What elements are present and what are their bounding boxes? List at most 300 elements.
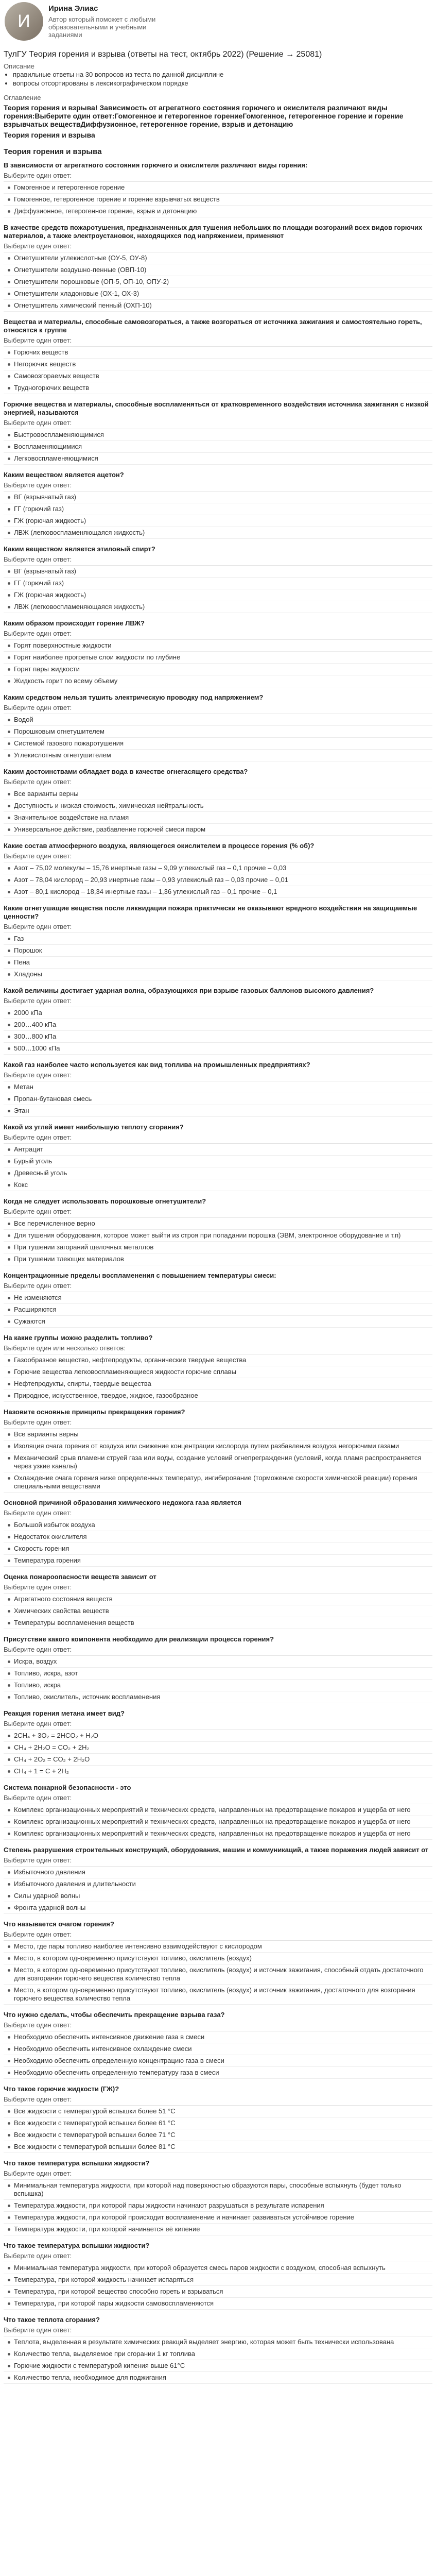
bullet-icon	[8, 1871, 10, 1874]
answer-option	[4, 2286, 432, 2298]
answer-text: Температура, при которой пары жидкости самовоспламеняются	[14, 2299, 214, 2307]
question-block	[4, 768, 432, 836]
answer-list	[4, 252, 432, 312]
answer-text: Все варианты верны	[14, 790, 79, 798]
question-block	[4, 545, 432, 613]
bullet-icon	[8, 1684, 10, 1687]
bullet-icon	[8, 1833, 10, 1835]
question-block	[4, 842, 432, 898]
bullet-icon	[8, 1445, 10, 1448]
answer-option	[4, 1292, 432, 1304]
answer-option	[4, 441, 432, 453]
answer-text: Кокс	[14, 1181, 28, 1189]
answer-option	[4, 2141, 432, 2153]
answer-option	[4, 1953, 432, 1964]
question-title: Каким образом происходит горение ЛВЖ?	[4, 619, 145, 627]
answer-instruction: Выберите один ответ:	[4, 419, 72, 427]
question-title: Горючие вещества и материалы, способные воспламеняться от кратковременного воздействия источника зажигания с низкой энергией, называются	[4, 400, 429, 416]
question-block	[4, 987, 432, 1055]
bullet-icon	[8, 1110, 10, 1112]
bullet-icon	[8, 742, 10, 745]
answer-option	[4, 1985, 432, 2005]
question-title: Концентрационные пределы воспламенения с повышением температуры смеси:	[4, 1272, 276, 1279]
bullet-icon	[8, 1548, 10, 1550]
bullet-icon	[8, 1184, 10, 1187]
answer-text: Место, в котором одновременно присутствуют топливо, окислитель (воздух)	[14, 1954, 252, 1962]
page-title: ТулГУ Теория горения и взрыва (ответы на тест, октябрь 2022) (Решение → 25081)	[4, 50, 322, 59]
answer-list	[4, 1804, 432, 1840]
bullet-icon	[8, 1012, 10, 1014]
answer-option	[4, 2200, 432, 2212]
answer-option	[4, 2055, 432, 2067]
answer-text: Газообразное вещество, нефтепродукты, органические твердые вещества	[14, 1356, 247, 1364]
answer-text: Углекислотным огнетушителем	[14, 751, 111, 759]
answer-instruction: Выберите один ответ:	[4, 1583, 72, 1591]
answer-text: 2CH₄ + 3O₂ = 2HCO₂ + H₂O	[14, 1732, 98, 1739]
answer-option	[4, 1316, 432, 1328]
answer-option	[4, 1828, 432, 1840]
bullet-icon	[8, 1098, 10, 1100]
question-block	[4, 318, 432, 394]
answer-text: ЛВЖ (легковоспламеняющаяся жидкость)	[14, 529, 145, 536]
answer-text: Быстровоспламеняющимися	[14, 431, 104, 438]
answer-option	[4, 886, 432, 898]
bullet-icon	[8, 2184, 10, 2187]
answer-option	[4, 1605, 432, 1617]
answer-text: Охлаждение очага горения ниже определенных температур, ингибирование (торможение скорости химической реакции) горения специальными веществами	[14, 1474, 417, 1490]
answer-text: Горят поверхностные жидкости	[14, 641, 112, 649]
description-item: • вопросы отсортированы в лексикографическом порядке	[13, 79, 432, 88]
answer-list	[4, 491, 432, 539]
answer-instruction: Выберите один ответ:	[4, 704, 72, 711]
answer-text: Для тушения оборудования, которое может выйти из строя при попадании порошка (ЭВМ, электронное оборудование и т.п)	[14, 1231, 401, 1239]
avatar[interactable]: И	[5, 2, 43, 41]
answer-option	[4, 2117, 432, 2129]
answer-option	[4, 2298, 432, 2310]
bullet-icon	[8, 457, 10, 460]
answer-option	[4, 738, 432, 750]
bullet-icon	[8, 2377, 10, 2379]
answer-option	[4, 359, 432, 370]
answer-text: Диффузионное, гетерогенное горение, взрыв и детонацию	[14, 207, 197, 215]
answer-text: Избыточного давления	[14, 1868, 85, 1876]
bullet-icon	[8, 532, 10, 534]
question-title: Когда не следует использовать порошковые огнетушители?	[4, 1197, 206, 1205]
answer-option	[4, 1144, 432, 1156]
answer-text: Горючие жидкости с температурой кипения выше 61°С	[14, 2362, 185, 2369]
bullet-icon	[8, 1223, 10, 1225]
question-block	[4, 1123, 432, 1191]
answer-text: Теплота, выделенная в результате химических реакций выделяет энергию, которая может быть технически использована	[14, 2338, 394, 2346]
bullet-icon	[8, 210, 10, 213]
author-name[interactable]: Ирина Элиас	[48, 4, 98, 13]
answer-text: Комплекс организационных мероприятий и технических средств, направленных на предотвращение пожаров и ущерба от него	[14, 1818, 411, 1825]
bullet-icon	[8, 1371, 10, 1374]
bullet-icon	[8, 1895, 10, 1897]
bullet-icon	[8, 2353, 10, 2355]
answer-text: CH₄ + 1 = C + 2H₂	[14, 1767, 69, 1775]
answer-option	[4, 1867, 432, 1878]
answer-option	[4, 1594, 432, 1605]
bullet-icon	[8, 950, 10, 952]
bullet-icon	[8, 2279, 10, 2281]
answer-list	[4, 1519, 432, 1567]
question-title: Что такое теплота сгорания?	[4, 2316, 100, 2324]
bullet-icon	[8, 879, 10, 882]
bullet-icon	[8, 1989, 10, 1992]
bullet-icon	[8, 304, 10, 307]
answer-instruction: Выберите один ответ:	[4, 242, 72, 250]
answer-option	[4, 1378, 432, 1390]
bullet-icon	[8, 2302, 10, 2305]
answer-text: Фронта ударной волны	[14, 1904, 86, 1911]
answer-text: Химических свойства веществ	[14, 1607, 109, 1615]
bullet-icon	[8, 656, 10, 659]
bullet-icon	[8, 1036, 10, 1038]
answer-option	[4, 1230, 432, 1242]
answer-option	[4, 2372, 432, 2384]
answer-option	[4, 812, 432, 824]
bullet-icon	[8, 187, 10, 189]
answer-list	[4, 2336, 432, 2384]
answer-option	[4, 1007, 432, 1019]
answer-text: Азот – 78,04 кислород – 20,93 инертные газы – 0,93 углекислый газ – 0,03 прочие – 0,01	[14, 876, 289, 884]
answer-option	[4, 1304, 432, 1316]
question-title: Какой из углей имеет наибольшую теплоту сгорания?	[4, 1123, 184, 1131]
question-title: Реакция горения метана имеет вид?	[4, 1709, 125, 1717]
bullet-icon	[8, 1883, 10, 1886]
bullet-icon	[8, 1747, 10, 1749]
answer-text: Горючих веществ	[14, 348, 68, 356]
question-block	[4, 1408, 432, 1493]
answer-option	[4, 714, 432, 726]
answer-instruction: Выберите один ответ:	[4, 630, 72, 637]
answer-text: При тушении загораний щелочных металлов	[14, 1243, 154, 1251]
answer-option	[4, 2031, 432, 2043]
answer-text: Все перечисленное верно	[14, 1219, 95, 1227]
question-block	[4, 2011, 432, 2079]
answer-text: Трудногорючих веществ	[14, 384, 90, 392]
bullet-icon	[8, 1907, 10, 1909]
answer-instruction: Выберите один ответ:	[4, 1418, 72, 1426]
answer-text: Этан	[14, 1107, 29, 1114]
answer-option	[4, 578, 432, 589]
answer-text: Механический срыв пламени струей газа или воды, создание условий огнепреграждения (условий, когда пламя распространяется через узкие каналы)	[14, 1454, 422, 1470]
bullet-icon	[8, 1660, 10, 1663]
question-title: Вещества и материалы, способные самовозгораться, а также возгораться от источника зажигания и самостоятельно гореть, относятся к группе	[4, 318, 422, 334]
toc-link-section[interactable]: Теория горения и взрыва	[4, 131, 95, 139]
question-block	[4, 1920, 432, 2005]
answer-option	[4, 1680, 432, 1691]
question-title: Какие состав атмосферного воздуха, являющегося окислителем в процессе горения (% об)?	[4, 842, 315, 850]
answer-text: ВГ (взрывчатый газ)	[14, 567, 76, 575]
question-title: Присутствие какого компонента необходимо для реализации процесса горения?	[4, 1635, 274, 1643]
answer-text: Самовозгораемых веществ	[14, 372, 99, 380]
bullet-icon	[8, 606, 10, 608]
answer-option	[4, 276, 432, 288]
answer-text: CH₄ + 2O₂ = CO₂ + 2H₂O	[14, 1755, 90, 1763]
answer-option	[4, 750, 432, 761]
answer-option	[4, 1242, 432, 1253]
answer-text: Сужаются	[14, 1317, 45, 1325]
answer-list	[4, 1940, 432, 2005]
answer-list	[4, 346, 432, 394]
answer-text: Нефтепродукты, спирты, твердые вещества	[14, 1380, 151, 1387]
answer-option	[4, 1519, 432, 1531]
question-block	[4, 1499, 432, 1567]
answer-text: Значительное воздействие на пламя	[14, 814, 129, 821]
answer-instruction: Выберите один ответ:	[4, 172, 72, 179]
answer-text: Количество тепла, необходимое для поджигания	[14, 2374, 166, 2381]
bullet-icon	[8, 754, 10, 757]
answer-text: ГЖ (горючая жидкость)	[14, 517, 86, 524]
bullet-icon	[8, 570, 10, 573]
answer-list	[4, 2031, 432, 2079]
bullet-icon	[8, 2341, 10, 2344]
bullet-icon	[8, 582, 10, 585]
answer-option	[4, 601, 432, 613]
answer-text: Недостаток окислителя	[14, 1533, 87, 1540]
bullet-icon	[8, 351, 10, 354]
answer-option	[4, 2224, 432, 2235]
answer-option	[4, 453, 432, 465]
answer-option	[4, 652, 432, 664]
bullet-icon	[8, 1945, 10, 1948]
answer-text: Агрегатного состояния веществ	[14, 1595, 113, 1603]
answer-text: 2000 кПа	[14, 1009, 42, 1016]
bullet-icon	[8, 1696, 10, 1699]
answer-text: Минимальная температура жидкости, при которой над поверхностью образуются пары, способные вспыхнуть (будет только вспышка)	[14, 2181, 402, 2197]
answer-text: Необходимо обеспечить определенную температуру газа в смеси	[14, 2069, 219, 2076]
answer-text: Огнетушители порошковые (ОП-5, ОП-10, ОПУ-2)	[14, 278, 169, 285]
answer-text: Огнетушители углекислотные (ОУ-5, ОУ-8)	[14, 254, 147, 262]
answer-list	[4, 1217, 432, 1265]
bullet-icon	[8, 257, 10, 260]
answer-text: Температура жидкости, при которой начинается её кипение	[14, 2225, 200, 2233]
bullet-icon	[8, 1610, 10, 1613]
answer-option	[4, 874, 432, 886]
question-title: Оценка пожароопасности веществ зависит от	[4, 1573, 156, 1581]
answer-option	[4, 800, 432, 812]
answer-option	[4, 1668, 432, 1680]
question-block	[4, 224, 432, 312]
answer-text: Не изменяются	[14, 1294, 62, 1301]
bullet-icon	[8, 446, 10, 448]
bullet-icon	[8, 1770, 10, 1773]
description-heading: Описание	[4, 62, 34, 70]
answer-list	[4, 1292, 432, 1328]
bullet-icon	[8, 496, 10, 499]
answer-option	[4, 2348, 432, 2360]
answer-text: При тушении тлеющих материалов	[14, 1255, 124, 1263]
bullet-icon	[8, 2146, 10, 2148]
answer-text: Комплекс организационных мероприятий и технических средств, направленных на предотвращение пожаров и ущерба от него	[14, 1806, 411, 1814]
answer-list	[4, 1081, 432, 1117]
answer-text: Огнетушитель химический пенный (ОХП-10)	[14, 301, 152, 309]
answer-text: Легковоспламеняющимися	[14, 454, 98, 462]
answer-option	[4, 1941, 432, 1953]
answer-text: ГЖ (горючая жидкость)	[14, 591, 86, 599]
answer-option	[4, 2212, 432, 2224]
answer-instruction: Выберите один ответ:	[4, 481, 72, 489]
question-title: Что такое температура вспышки жидкости?	[4, 2242, 150, 2249]
answer-text: Минимальная температура жидкости, при которой образуется смесь паров жидкости с воздухом, способная вспыхнуть	[14, 2264, 386, 2272]
answer-instruction: Выберите один ответ:	[4, 997, 72, 1005]
question-title: Какой газ наиболее часто используется как вид топлива на промышленных предприятиях?	[4, 1061, 310, 1069]
answer-instruction: Выберите один ответ:	[4, 1208, 72, 1215]
bullet-icon	[8, 387, 10, 389]
answer-text: Пена	[14, 958, 30, 966]
answer-text: Температура жидкости, при которой происходит воспламенение и начинает развиваться устойчивое горение	[14, 2213, 355, 2221]
answer-option	[4, 1543, 432, 1555]
answer-text: Изоляция очага горения от воздуха или снижение концентрации кислорода путем разбавления воздуха негорючими газами	[14, 1442, 399, 1450]
bullet-icon	[8, 1536, 10, 1538]
question-block	[4, 1846, 432, 1914]
answer-instruction: Выберите один ответ:	[4, 2095, 72, 2103]
bullet-icon	[8, 2267, 10, 2269]
answer-option	[4, 347, 432, 359]
toc-heading: Оглавление	[4, 94, 41, 101]
answer-list	[4, 181, 432, 217]
answer-option	[4, 503, 432, 515]
answer-text: Метан	[14, 1083, 33, 1091]
answer-option	[4, 182, 432, 194]
answer-option	[4, 429, 432, 441]
answer-text: Огнетушители хладоновые (ОХ-1, ОХ-3)	[14, 290, 139, 297]
bullet-icon	[8, 1560, 10, 1562]
bullet-icon	[8, 938, 10, 940]
answer-text: Силы ударной волны	[14, 1892, 80, 1900]
bullet-icon	[8, 1383, 10, 1385]
bullet-icon	[8, 1395, 10, 1397]
answer-instruction: Выберите один ответ:	[4, 1509, 72, 1517]
answer-option	[4, 264, 432, 276]
answer-instruction: Выберите один ответ:	[4, 2326, 72, 2334]
answer-text: Необходимо обеспечить интенсивное охлаждение смеси	[14, 2045, 192, 2053]
answer-text: Температура, при которой вещество способно гореть и взрываться	[14, 2287, 223, 2295]
answer-text: Все жидкости с температурой вспышки более 81 °С	[14, 2143, 176, 2150]
question-title: Каким веществом является этиловый спирт?	[4, 545, 155, 553]
answer-instruction: Выберите один ответ:	[4, 1133, 72, 1141]
answer-option	[4, 2106, 432, 2117]
answer-option	[4, 515, 432, 527]
answer-instruction: Выберите один ответ:	[4, 1071, 72, 1079]
bullet-icon	[8, 1320, 10, 1323]
answer-instruction: Выберите один ответ:	[4, 1282, 72, 1290]
answer-text: Температура горения	[14, 1556, 81, 1564]
bullet-icon	[8, 680, 10, 683]
answer-option	[4, 1019, 432, 1031]
question-title: Что нужно сделать, чтобы обеспечить прекращение взрыва газа?	[4, 2011, 225, 2019]
answer-option	[4, 726, 432, 738]
question-block	[4, 2085, 432, 2153]
answer-option	[4, 1617, 432, 1629]
question-block	[4, 2316, 432, 2384]
answer-option	[4, 945, 432, 957]
bullet-icon	[8, 817, 10, 819]
answer-text: 200…400 кПа	[14, 1021, 57, 1028]
answer-option	[4, 370, 432, 382]
answer-list	[4, 1655, 432, 1703]
toc-link-main[interactable]: Теория горения и взрыва! Зависимость от агрегатного состояния горючего и окислителя различают виды горения:Выберите один ответ:Гомогенное и гетерогенное горениеГомогенное, гетерогенное горение и горение взрывчатых веществДиффузионное, гетерогенное горение, взрыв и детонацию	[4, 104, 404, 128]
answer-option	[4, 675, 432, 687]
answer-option	[4, 1555, 432, 1567]
question-title: Назовите основные принципы прекращения горения?	[4, 1408, 185, 1416]
bullet-icon	[8, 1622, 10, 1624]
bullet-icon	[8, 731, 10, 733]
answer-option	[4, 933, 432, 945]
question-block	[4, 1709, 432, 1777]
description-list	[4, 71, 432, 88]
answer-text: ЛВЖ (легковоспламеняющаяся жидкость)	[14, 603, 145, 611]
answer-option	[4, 1656, 432, 1668]
answer-text: ВГ (взрывчатый газ)	[14, 493, 76, 501]
bullet-icon	[8, 375, 10, 378]
question-block	[4, 1784, 432, 1840]
answer-option	[4, 1754, 432, 1766]
question-block	[4, 1197, 432, 1265]
bullet-icon	[8, 2048, 10, 2050]
answer-text: 500…1000 кПа	[14, 1044, 60, 1052]
answer-text: Искра, воздух	[14, 1657, 57, 1665]
answer-instruction: Выберите один ответ:	[4, 923, 72, 930]
bullet-icon	[8, 1758, 10, 1761]
question-title: Что такое горючие жидкости (ГЖ)?	[4, 2085, 119, 2093]
answer-list	[4, 1730, 432, 1777]
author-description: Автор который поможет с любыми образовательными и учебными заданиями	[48, 15, 156, 39]
answer-text: Место, где пары топливо наиболее интенсивно взаимодействуют с кислородом	[14, 1942, 262, 1950]
question-block	[4, 693, 432, 761]
answer-text: Температура, при которой жидкость начинает испаряться	[14, 2276, 194, 2283]
bullet-icon	[8, 2216, 10, 2219]
bullet-icon	[8, 1160, 10, 1163]
bullet-icon	[8, 1809, 10, 1811]
question-title: Основной причиной образования химического недожога газа является	[4, 1499, 241, 1506]
bullet-icon	[8, 2110, 10, 2113]
answer-option	[4, 664, 432, 675]
question-block	[4, 1334, 432, 1402]
answer-instruction: Выберите один ответ:	[4, 852, 72, 860]
question-title: В качестве средств пожаротушения, предназначенных для тушения небольших по площади возгораний всех видов горючих материалов, а также электроустановок, находящихся под напряжением, применяют	[4, 224, 423, 240]
answer-option	[4, 492, 432, 503]
answer-text: Воспламеняющимися	[14, 443, 82, 450]
answer-text: Избыточного давления и длительности	[14, 1880, 136, 1888]
answer-instruction: Выберите один ответ:	[4, 2170, 72, 2177]
answer-text: Жидкость горит по всему объему	[14, 677, 118, 685]
bullet-icon	[8, 2036, 10, 2039]
bullet-icon	[8, 1457, 10, 1460]
answer-option	[4, 1253, 432, 1265]
bullet-icon	[8, 2228, 10, 2231]
answer-text: Необходимо обеспечить интенсивное движение газа в смеси	[14, 2033, 205, 2041]
bullet-icon	[8, 891, 10, 893]
bullet-icon	[8, 594, 10, 597]
answer-option	[4, 1890, 432, 1902]
answer-option	[4, 2180, 432, 2200]
answer-option	[4, 1156, 432, 1167]
question-title: В зависимости от агрегатного состояния горючего и окислителя различают виды горения:	[4, 161, 308, 169]
answer-option	[4, 1440, 432, 1452]
bullet-icon	[8, 520, 10, 522]
bullet-icon	[8, 2122, 10, 2125]
answer-option	[4, 206, 432, 217]
bullet-icon	[8, 793, 10, 795]
answer-option	[4, 969, 432, 980]
answer-instruction: Выберите один ответ:	[4, 1794, 72, 1802]
bullet-icon	[8, 1309, 10, 1311]
answer-option	[4, 252, 432, 264]
answer-option	[4, 1179, 432, 1191]
